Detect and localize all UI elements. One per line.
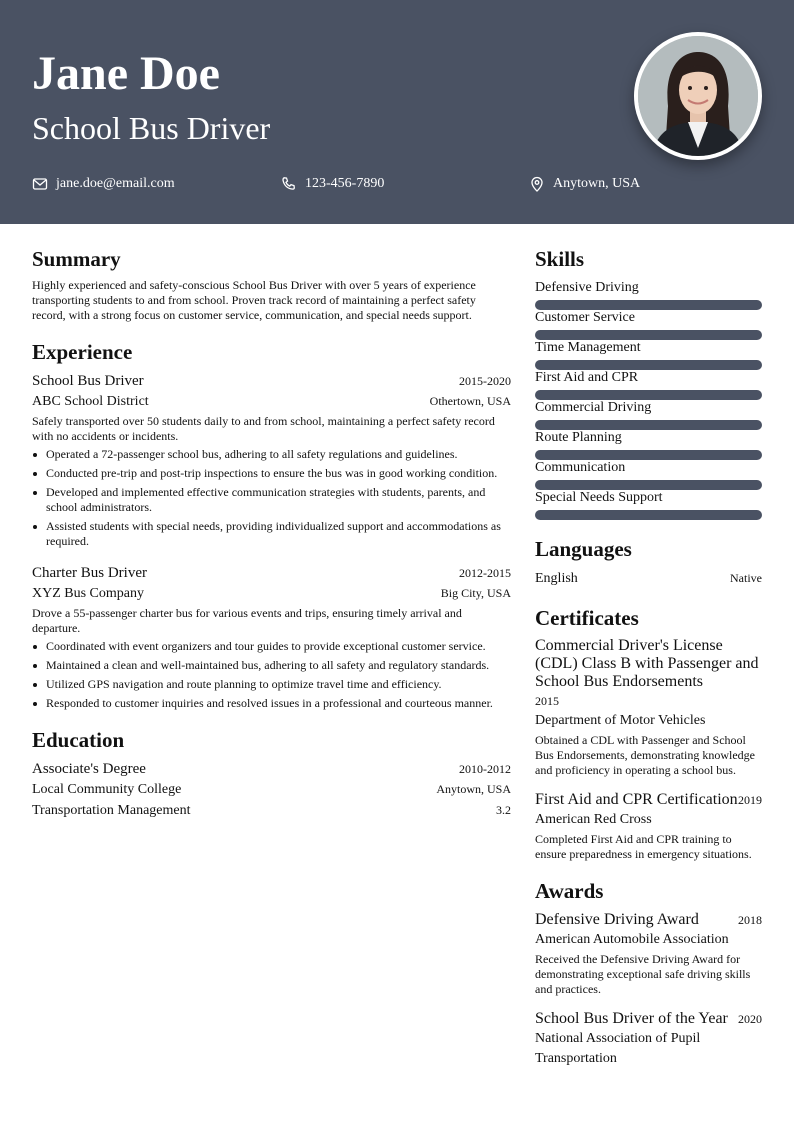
- summary-section: [32, 244, 511, 323]
- skill-item: [535, 488, 762, 520]
- job-description: Safely transported over 50 students daily to and from school, maintaining a perfect safety record with no accidents or incidents.: [32, 414, 495, 443]
- job-description: Drove a 55-passenger charter bus for various events and trips, ensuring timely arrival and departure.: [32, 606, 462, 635]
- job-entry: [32, 563, 511, 711]
- certificate-issuer: American Red Cross: [535, 812, 652, 827]
- skill-name: Communication: [535, 460, 626, 475]
- job-bullets: [32, 639, 511, 711]
- skill-item: [535, 308, 762, 340]
- bullet-item: Utilized GPS navigation and route planning to optimize travel time and efficiency.: [32, 677, 511, 692]
- languages-section: [535, 534, 762, 589]
- award-item: [535, 1009, 762, 1069]
- job-title: School Bus Driver: [32, 110, 271, 146]
- education-heading: Education: [32, 728, 125, 752]
- certificate-item: [535, 637, 762, 778]
- certificate-issuer: Department of Motor Vehicles: [535, 713, 706, 728]
- phone-icon: [281, 176, 297, 192]
- award-item: [535, 910, 762, 997]
- candidate-name: Jane Doe: [32, 47, 220, 100]
- skill-name: Time Management: [535, 340, 641, 355]
- education-school: Local Community College: [32, 782, 182, 797]
- job-role: School Bus Driver: [32, 373, 144, 389]
- skill-name: Commercial Driving: [535, 400, 652, 415]
- summary-text: Highly experienced and safety-conscious School Bus Driver with over 5 years of experience transporting students to and from school. Proven track record of maintaining a perfect safety record, with a strong focus on customer service, communication, and special needs support.: [32, 278, 476, 322]
- bullet-item: Responded to customer inquiries and resolved issues in a professional and courteous manner.: [32, 696, 511, 711]
- skill-name: Defensive Driving: [535, 280, 639, 295]
- language-name: English: [535, 571, 578, 586]
- certificate-year: 2019: [738, 793, 762, 807]
- award-year: 2020: [738, 1012, 762, 1026]
- bullet-item: Conducted pre-trip and post-trip inspections to ensure the bus was in good working condition.: [32, 466, 511, 481]
- languages-heading: Languages: [535, 537, 632, 561]
- job-entry: [32, 371, 511, 549]
- awards-section: [535, 876, 762, 1069]
- skills-section: [535, 244, 762, 520]
- bullet-item: Coordinated with event organizers and tour guides to provide exceptional customer service.: [32, 639, 511, 654]
- education-section: [32, 725, 511, 821]
- skill-item: [535, 278, 762, 310]
- bullet-item: Operated a 72-passenger school bus, adhering to all safety regulations and guidelines.: [32, 447, 511, 462]
- skills-heading: Skills: [535, 247, 585, 271]
- location-text: Anytown, USA: [553, 176, 641, 191]
- skill-bar: [535, 510, 762, 520]
- location-pin-icon: [529, 176, 545, 192]
- skill-item: [535, 458, 762, 490]
- awards-heading: Awards: [535, 879, 604, 903]
- job-location: Big City, USA: [440, 586, 511, 600]
- education-gpa: 3.2: [496, 803, 511, 817]
- job-location: Othertown, USA: [429, 394, 511, 408]
- job-dates: 2012-2015: [459, 566, 511, 580]
- award-issuer: American Automobile Association: [535, 932, 729, 947]
- award-issuer: National Association of Pupil Transportation: [535, 1031, 701, 1066]
- certificate-year: 2015: [535, 694, 559, 708]
- bullet-item: Assisted students with special needs, providing individualized support and accommodations as required.: [32, 519, 511, 549]
- skill-item: [535, 368, 762, 400]
- main-column: [32, 244, 511, 835]
- certificates-heading: Certificates: [535, 606, 639, 630]
- portrait-illustration: [638, 36, 758, 156]
- job-role: Charter Bus Driver: [32, 565, 147, 581]
- certificate-description: Completed First Aid and CPR training to ensure preparedness in emergency situations.: [535, 832, 752, 861]
- email-text: jane.doe@email.com: [56, 176, 175, 191]
- certificate-item: [535, 790, 762, 862]
- job-bullets: [32, 447, 511, 549]
- job-dates: 2015-2020: [459, 374, 511, 388]
- education-degree: Associate's Degree: [32, 761, 146, 777]
- language-item: [535, 568, 762, 589]
- award-title: School Bus Driver of the Year: [535, 1010, 728, 1027]
- skill-name: Special Needs Support: [535, 490, 663, 505]
- contact-phone[interactable]: [281, 174, 384, 194]
- skill-name: Customer Service: [535, 310, 635, 325]
- certificates-section: [535, 603, 762, 862]
- experience-heading: Experience: [32, 340, 133, 364]
- certificate-title: First Aid and CPR Certification: [535, 791, 738, 808]
- phone-text: 123-456-7890: [305, 176, 385, 191]
- education-field: Transportation Management: [32, 803, 191, 818]
- education-dates: 2010-2012: [459, 762, 511, 776]
- bullet-item: Maintained a clean and well-maintained bus, adhering to all safety and regulatory standards.: [32, 658, 511, 673]
- contact-email[interactable]: [32, 174, 175, 194]
- job-company: XYZ Bus Company: [32, 586, 144, 601]
- summary-heading: Summary: [32, 247, 121, 271]
- skill-item: [535, 428, 762, 460]
- sidebar-column: [535, 244, 762, 1083]
- certificate-title: Commercial Driver's License (CDL) Class B with Passenger and School Bus Endorsements: [535, 637, 759, 690]
- profile-photo: [634, 32, 762, 160]
- award-year: 2018: [738, 913, 762, 927]
- skill-name: First Aid and CPR: [535, 370, 639, 385]
- skill-name: Route Planning: [535, 430, 622, 445]
- mail-icon: [32, 176, 48, 192]
- language-level: Native: [730, 571, 762, 585]
- skill-item: [535, 338, 762, 370]
- skill-item: [535, 398, 762, 430]
- job-company: ABC School District: [32, 394, 149, 409]
- experience-section: [32, 337, 511, 711]
- award-title: Defensive Driving Award: [535, 911, 699, 928]
- certificate-description: Obtained a CDL with Passenger and School Bus Endorsements, demonstrating knowledge and proficiency in operating a school bus.: [535, 733, 755, 777]
- education-location: Anytown, USA: [436, 782, 511, 796]
- contact-location: [529, 174, 640, 194]
- award-description: Received the Defensive Driving Award for demonstrating exceptional safe driving skills and practices.: [535, 952, 751, 996]
- header-banner: [0, 0, 794, 224]
- bullet-item: Developed and implemented effective communication strategies with students, parents, and school administrators.: [32, 485, 511, 515]
